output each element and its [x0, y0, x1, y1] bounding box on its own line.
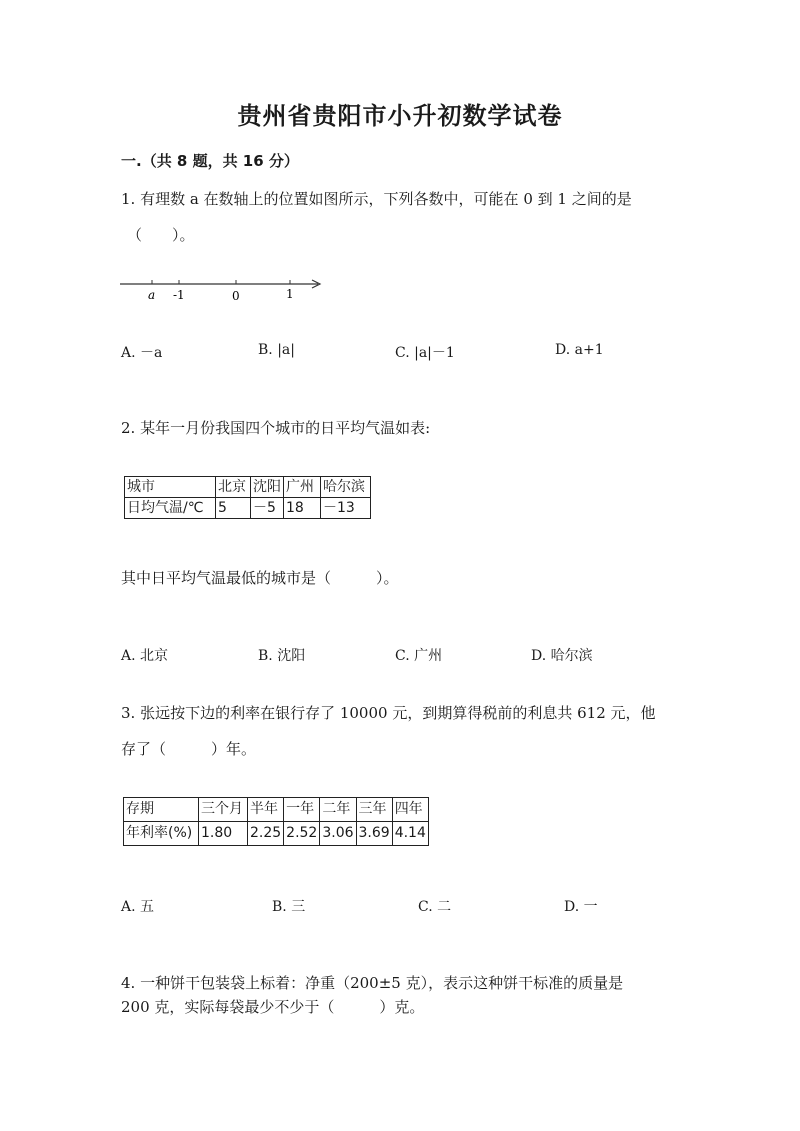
q4-stem-line2: 200 克，实际每袋最少不少于（ ）克。 — [121, 998, 425, 1016]
page-title: 贵州省贵阳市小升初数学试卷 — [237, 102, 563, 130]
table-header-row — [124, 798, 429, 822]
table-row — [125, 498, 371, 519]
q1-option-a[interactable]: A. －a — [121, 345, 163, 361]
table-cell: 1.80 — [199, 822, 248, 846]
label-a: a — [148, 288, 156, 302]
q1-option-d[interactable]: D. a+1 — [555, 342, 604, 358]
table-row — [124, 822, 429, 846]
q2-option-b[interactable]: B. 沈阳 — [258, 648, 306, 664]
q4-stem-line1: 4. 一种饼干包装袋上标着：净重（200±5 克），表示这种饼干标准的质量是 — [121, 974, 624, 992]
table-cell: 广州 — [284, 477, 321, 498]
table-cell: 2.52 — [284, 822, 320, 846]
table-cell: 5 — [216, 498, 251, 519]
q3-option-c[interactable]: C. 二 — [418, 899, 452, 915]
q3-option-b[interactable]: B. 三 — [272, 899, 306, 915]
q2-option-c[interactable]: C. 广州 — [395, 648, 443, 664]
table-cell: 哈尔滨 — [321, 477, 371, 498]
table-cell: 4.14 — [392, 822, 428, 846]
q3-option-a[interactable]: A. 五 — [121, 899, 155, 915]
table-cell: 三个月 — [199, 798, 248, 822]
table-cell: 三年 — [356, 798, 392, 822]
table-cell: 3.69 — [356, 822, 392, 846]
table-cell: －5 — [251, 498, 284, 519]
q3-stem-line1: 3. 张远按下边的利率在银行存了 10000 元，到期算得税前的利息共 612 元，他 — [121, 704, 656, 722]
q3-option-d[interactable]: D. 一 — [564, 899, 598, 915]
section-heading: 一.（共 8 题，共 16 分） — [121, 152, 299, 170]
label-minus-1: -1 — [173, 288, 185, 302]
table-header-row — [125, 477, 371, 498]
q1-stem-line2: （ ）。 — [127, 226, 195, 244]
table-cell: 2.25 — [248, 822, 284, 846]
table-cell: 日均气温/℃ — [125, 498, 216, 519]
table-cell: 四年 — [392, 798, 428, 822]
q2-temperature-table — [124, 476, 371, 519]
label-1: 1 — [286, 287, 294, 301]
q2-option-a[interactable]: A. 北京 — [121, 648, 169, 664]
q3-interest-table — [123, 797, 429, 846]
table-cell: 3.06 — [320, 822, 356, 846]
q1-option-b[interactable]: B. |a| — [258, 342, 295, 358]
table-cell: 沈阳 — [251, 477, 284, 498]
table-cell: －13 — [321, 498, 371, 519]
table-cell: 城市 — [125, 477, 216, 498]
label-0: 0 — [232, 289, 240, 303]
table-cell: 半年 — [248, 798, 284, 822]
number-line-figure — [118, 272, 328, 306]
table-cell: 年利率(%) — [124, 822, 199, 846]
q1-stem-line1: 1. 有理数 a 在数轴上的位置如图所示，下列各数中，可能在 0 到 1 之间的是 — [121, 190, 632, 208]
table-cell: 18 — [284, 498, 321, 519]
q2-option-d[interactable]: D. 哈尔滨 — [531, 648, 593, 664]
table-cell: 北京 — [216, 477, 251, 498]
table-cell: 二年 — [320, 798, 356, 822]
q1-option-c[interactable]: C. |a|－1 — [395, 345, 455, 361]
q2-question: 其中日平均气温最低的城市是（ ）。 — [121, 569, 399, 587]
q3-stem-line2: 存了（ ）年。 — [121, 740, 257, 758]
table-cell: 存期 — [124, 798, 199, 822]
q2-stem: 2. 某年一月份我国四个城市的日平均气温如表: — [121, 419, 431, 437]
table-cell: 一年 — [284, 798, 320, 822]
